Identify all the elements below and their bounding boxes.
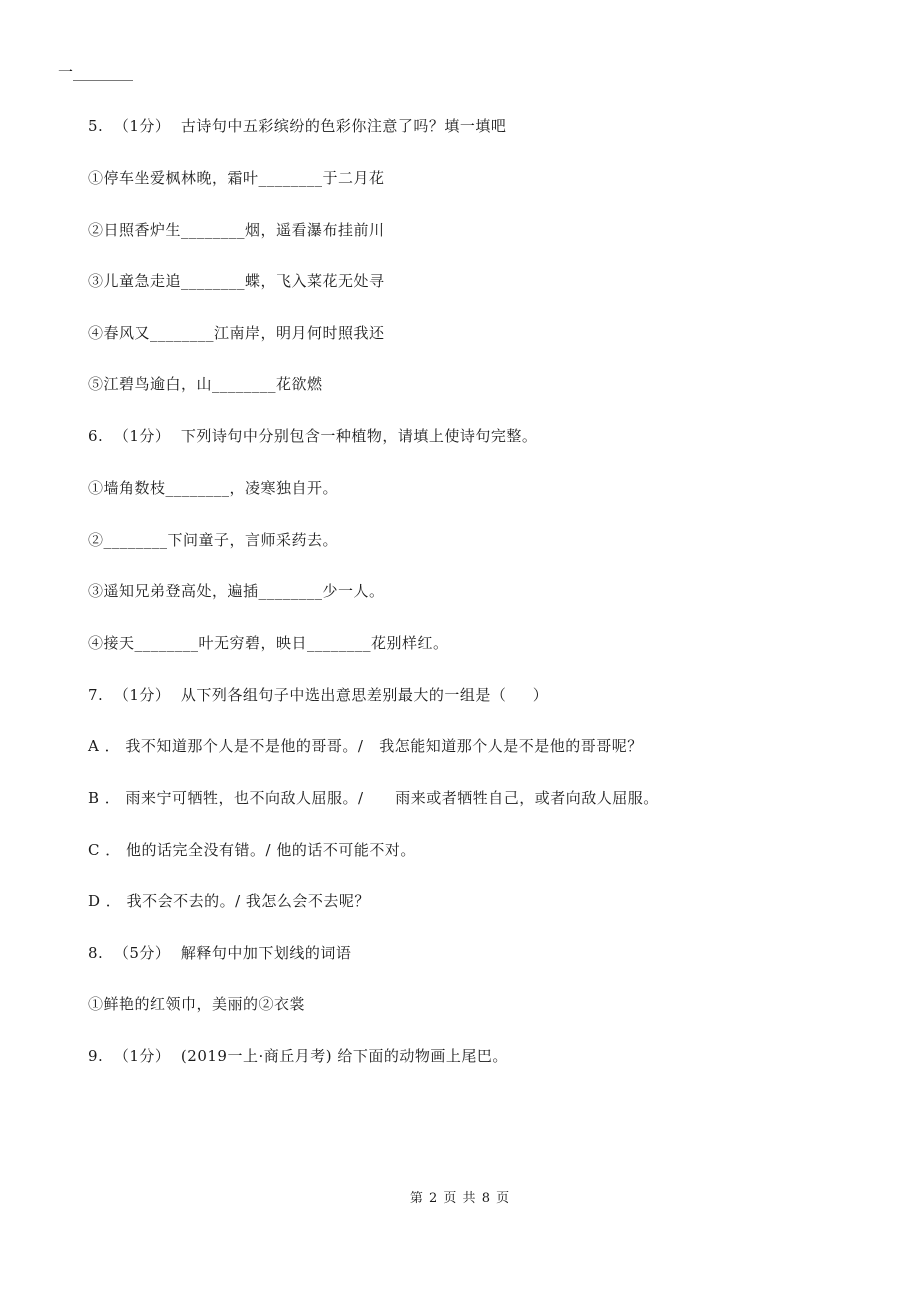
- question-7-option-d: D ． 我不会不去的。/ 我怎么会不去呢？: [88, 892, 370, 910]
- question-7-stem: 7. （1分） 从下列各组句子中选出意思差别最大的一组是（ ）: [88, 686, 549, 704]
- question-6-item-2: ②________下问童子，言师采药去。: [88, 531, 339, 549]
- question-5-stem: 5. （1分） 古诗句中五彩缤纷的色彩你注意了吗？填一填吧: [88, 117, 507, 135]
- question-8-stem: 8. （5分） 解释句中加下划线的词语: [88, 944, 352, 962]
- question-6-stem: 6. （1分） 下列诗句中分别包含一种植物，请填上使诗句完整。: [88, 427, 538, 445]
- question-7-option-c: C ． 他的话完全没有错。/ 他的话不可能不对。: [88, 841, 416, 859]
- question-5-item-4: ④春风又________江南岸，明月何时照我还: [88, 324, 385, 342]
- question-5-item-2: ②日照香炉生________烟，遥看瀑布挂前川: [88, 221, 385, 239]
- previous-question-blank: 一________: [58, 63, 134, 81]
- question-7-option-a: A ． 我不知道那个人是不是他的哥哥。/ 我怎能知道那个人是不是他的哥哥呢？: [88, 737, 643, 755]
- question-5-item-5: ⑤江碧鸟逾白，山________花欲燃: [88, 375, 323, 393]
- question-5-item-3: ③儿童急走追________蝶，飞入菜花无处寻: [88, 272, 385, 290]
- question-6-item-3: ③遥知兄弟登高处，遍插________少一人。: [88, 582, 385, 600]
- question-5-item-1: ①停车坐爱枫林晚，霜叶________于二月花: [88, 169, 385, 187]
- page-number-footer: 第 2 页 共 8 页: [409, 1191, 511, 1206]
- question-6-item-1: ①墙角数枝________，凌寒独自开。: [88, 479, 339, 497]
- question-8-item-1: ①鲜艳的红领巾，美丽的②衣裳: [88, 995, 306, 1013]
- question-9-stem: 9. （1分） (2019一上·商丘月考) 给下面的动物画上尾巴。: [88, 1047, 508, 1065]
- question-7-option-b: B ． 雨来宁可牺牲，也不向敌人屈服。/ 雨来或者牺牲自己，或者向敌人屈服。: [88, 789, 659, 807]
- question-6-item-4: ④接天________叶无穷碧，映日________花别样红。: [88, 634, 449, 652]
